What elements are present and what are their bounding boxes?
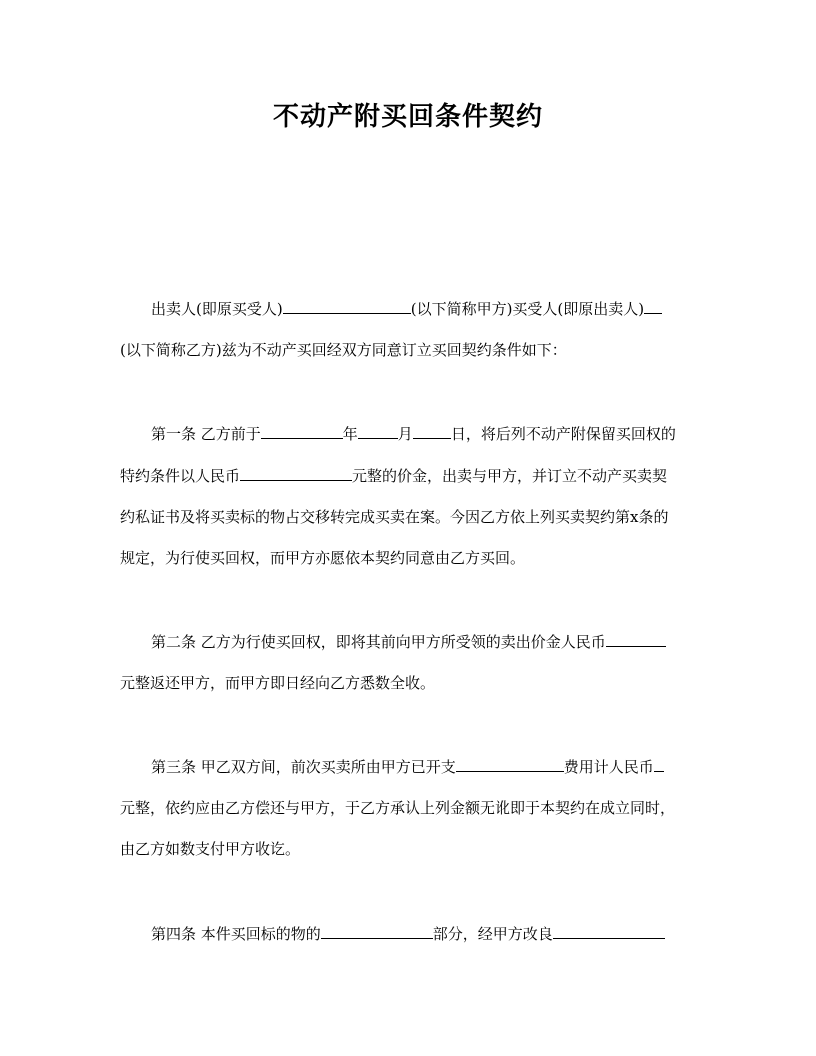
buyer-label: (以下简称甲方)买受人(即原出卖人): [410, 300, 645, 318]
article1-text: 特约条件以人民币: [120, 467, 241, 485]
improvement-blank[interactable]: [553, 923, 665, 939]
month-blank[interactable]: [358, 423, 398, 439]
day-blank[interactable]: [413, 423, 451, 439]
article1-line-2: [120, 465, 700, 486]
article3-line-1: [151, 756, 700, 777]
property-part-blank[interactable]: [321, 923, 433, 939]
preamble-line-1: [151, 298, 700, 319]
article1-line-3: 约私证书及将买卖标的物占交移转完成买卖在案。今因乙方依上列买卖契约第x条的: [120, 508, 669, 526]
article3-line-3: 由乙方如数支付甲方收讫。: [120, 840, 301, 858]
article4-text: 第四条 本件买回标的物的: [151, 925, 321, 943]
article2-line-1: [151, 631, 700, 652]
buyer-name-blank[interactable]: [644, 298, 662, 314]
article4-line-1: [151, 923, 700, 944]
refund-amount-blank[interactable]: [606, 631, 666, 647]
year-blank[interactable]: [261, 423, 343, 439]
preamble-line-2: (以下简称乙方)兹为不动产买回经双方同意订立买回契约条件如下：: [120, 341, 567, 359]
seller-name-blank[interactable]: [283, 298, 411, 314]
month-label: 月: [397, 425, 413, 443]
year-label: 年: [342, 425, 358, 443]
article1-text: 日，将后列不动产附保留买回权的: [450, 425, 676, 443]
article1-line-1: [151, 423, 700, 444]
article3-text: 第三条 甲乙双方间，前次买卖所由甲方已开支: [151, 758, 456, 776]
expense-amount-blank[interactable]: [654, 756, 664, 772]
article3-line-2: 元整，依约应由乙方偿还与甲方，于乙方承认上列金额无讹即于本契约在成立同时，: [120, 799, 676, 817]
article2-line-2: 元整返还甲方，而甲方即日经向乙方悉数全收。: [120, 674, 436, 692]
expense-item-blank[interactable]: [456, 756, 564, 772]
article1-line-4: 规定，为行使买回权，而甲方亦愿依本契约同意由乙方买回。: [120, 549, 526, 567]
article2-text: 第二条 乙方为行使买回权，即将其前向甲方所受领的卖出价金人民币: [151, 633, 606, 651]
seller-label: 出卖人(即原买受人): [151, 300, 283, 318]
article1-text: 第一条 乙方前于: [151, 425, 261, 443]
price-blank[interactable]: [240, 465, 352, 481]
document-title: 不动产附买回条件契约: [272, 102, 543, 132]
article3-text: 费用计人民币: [563, 758, 654, 776]
article4-text: 部分，经甲方改良: [432, 925, 553, 943]
article1-text: 元整的价金，出卖与甲方，并订立不动产买卖契: [352, 467, 668, 485]
